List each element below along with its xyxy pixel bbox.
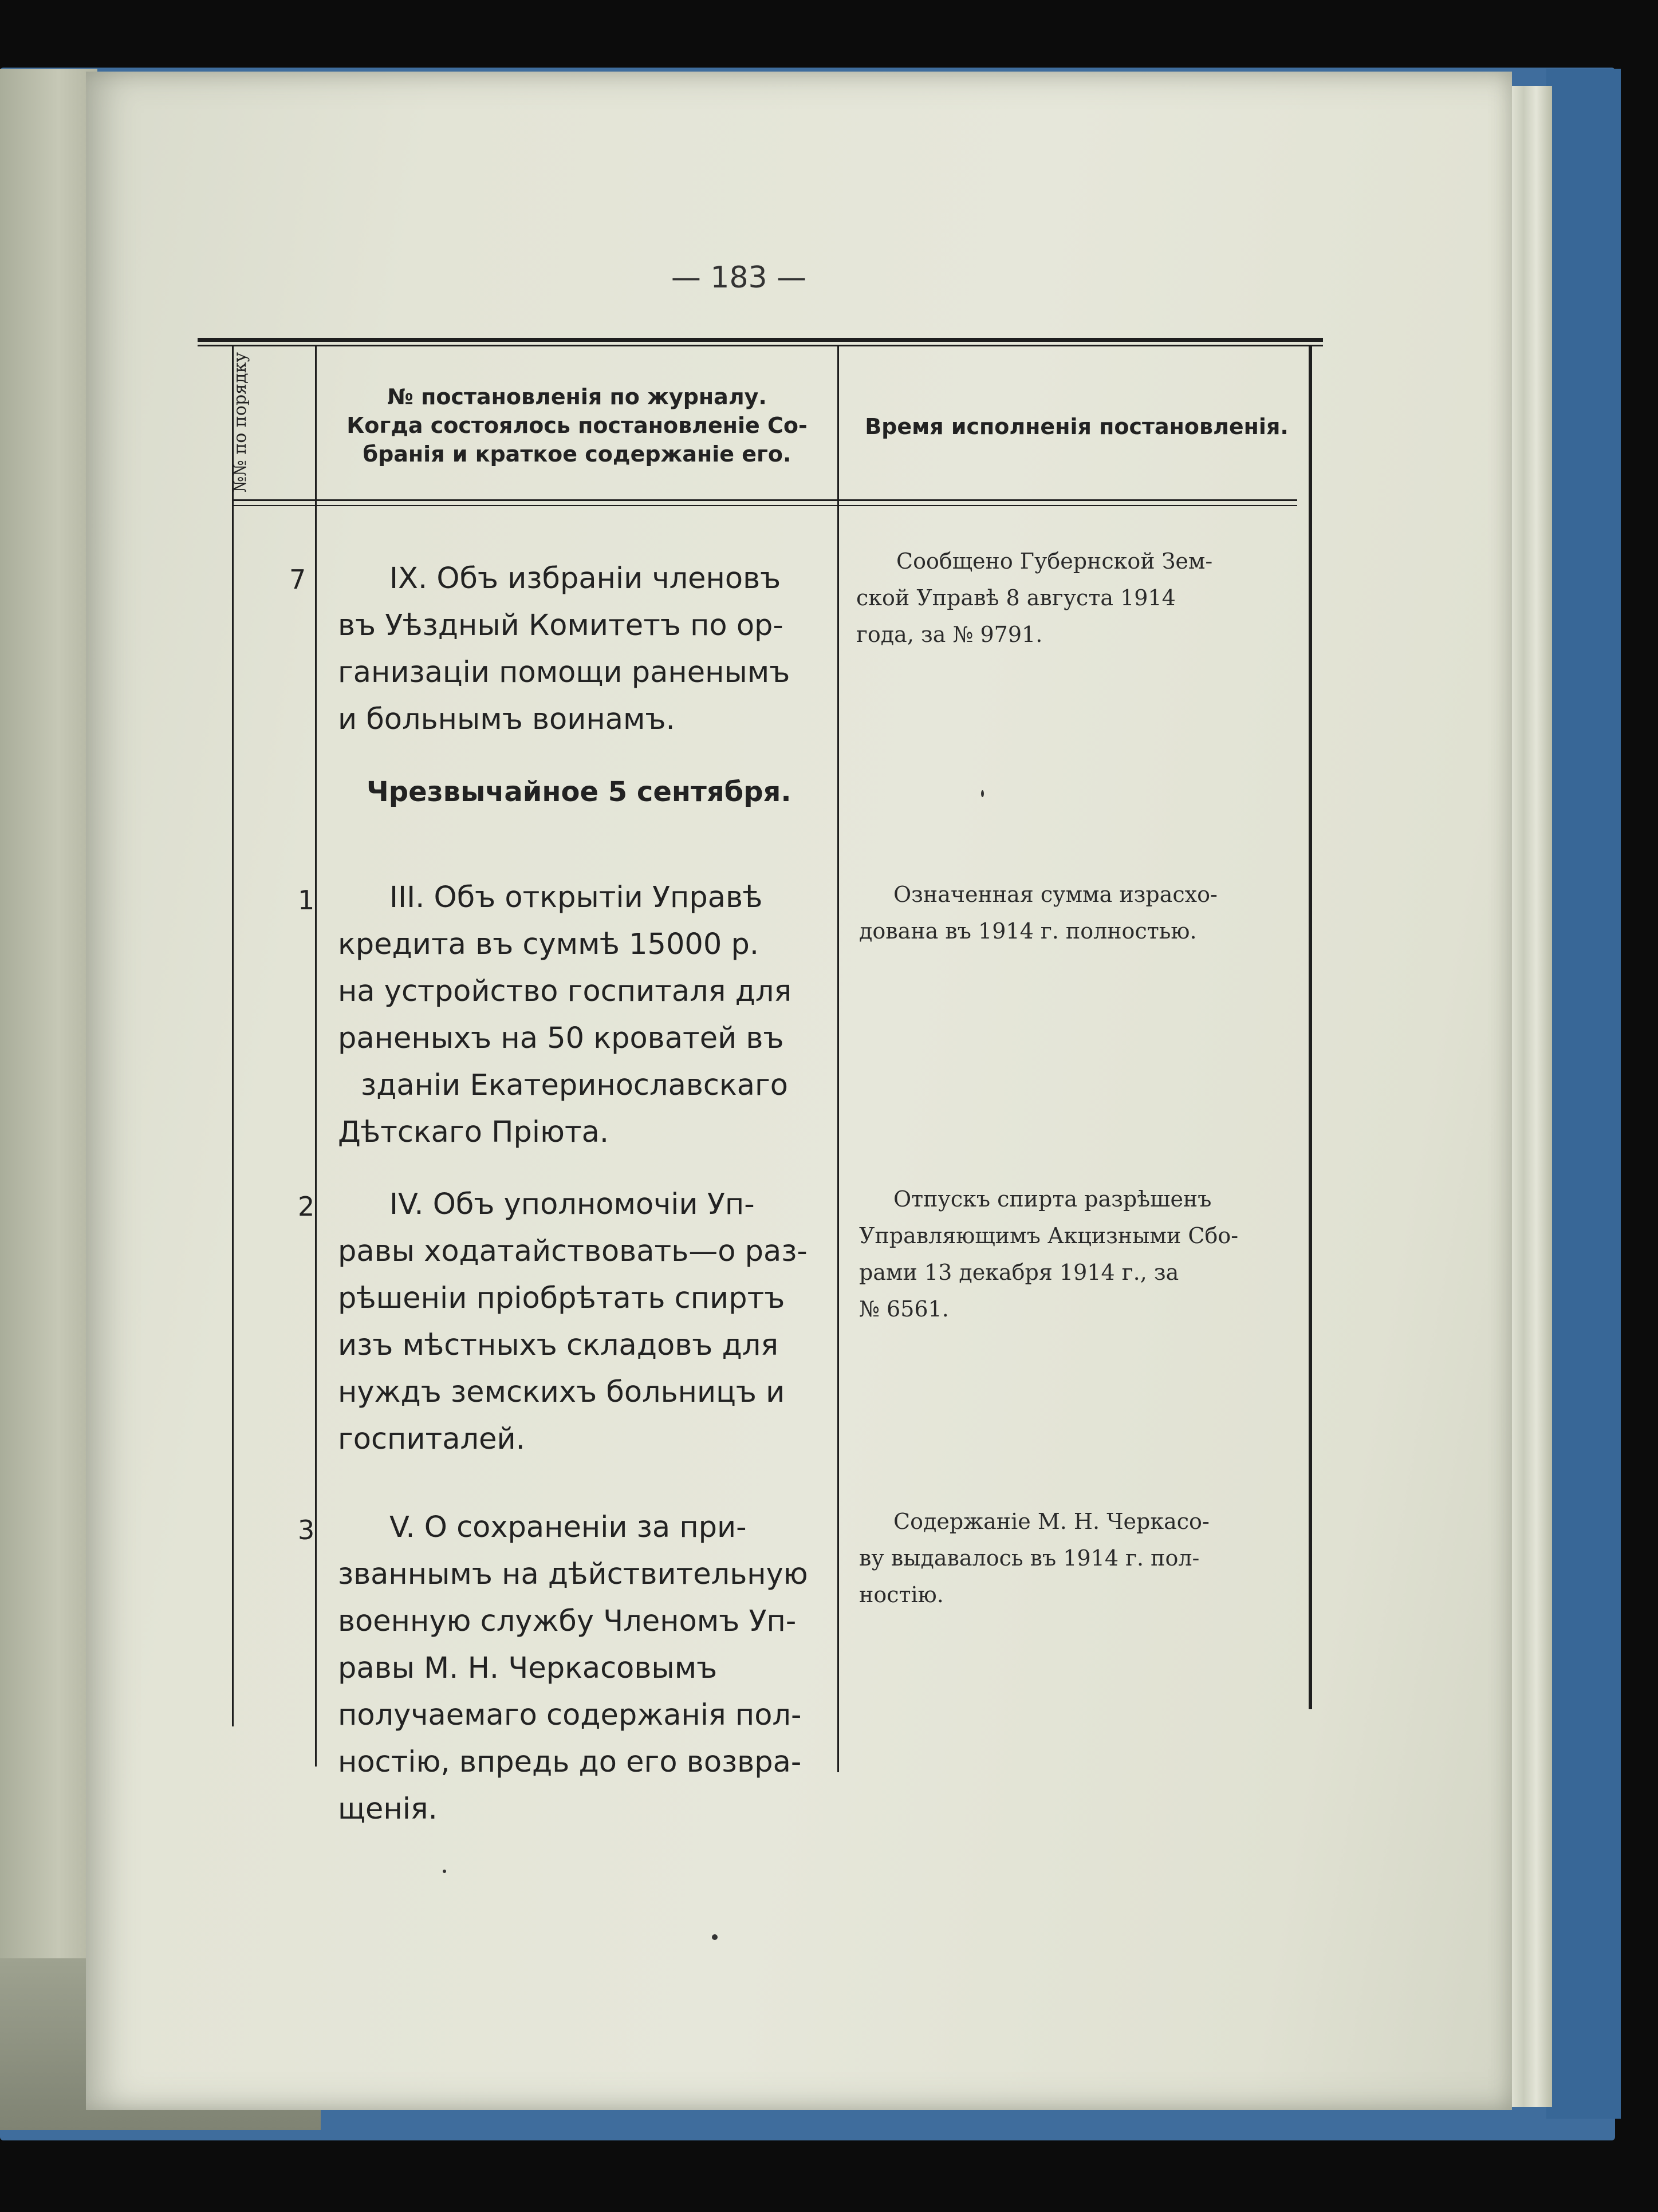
resolution-text	[338, 1181, 808, 1463]
resolution-text	[338, 874, 791, 1156]
resolution-line: рѣшеніи пріобрѣтать спиртъ	[338, 1282, 785, 1315]
resolution-line: получаемаго содержанія пол-	[338, 1698, 802, 1732]
column-divider-num	[315, 346, 317, 1767]
note-line: рами 13 декабря 1914 г., за	[859, 1260, 1179, 1285]
top-double-rule-thin	[198, 345, 1323, 346]
note-line: Содержаніе М. Н. Черкасо-	[893, 1509, 1210, 1534]
note-line: Отпускъ спирта разрѣшенъ	[893, 1186, 1212, 1212]
note-line: Означенная сумма израсхо-	[893, 882, 1218, 907]
header-row-number	[226, 352, 255, 492]
top-double-rule	[198, 338, 1323, 342]
resolution-line: военную службу Членомъ Уп-	[338, 1604, 797, 1638]
resolution-line: раненыхъ на 50 кроватей въ	[338, 1022, 784, 1055]
column-divider-left	[232, 346, 234, 1726]
note-line: № 6561.	[859, 1296, 949, 1322]
resolution-line: въ Уѣздный Комитетъ по ор-	[338, 609, 783, 642]
row-number: 7	[289, 564, 306, 595]
execution-note	[859, 876, 1218, 949]
header-resolution-line: Когда состоялось постановленіе Со-	[346, 413, 808, 438]
resolution-line: госпиталей.	[338, 1422, 525, 1456]
resolution-line: равы ходатайствовать—о раз-	[338, 1235, 808, 1268]
resolution-line: равы М. Н. Черкасовымъ	[338, 1651, 718, 1685]
resolution-line: зданіи Екатеринославскаго	[361, 1068, 788, 1102]
ink-speck	[981, 790, 984, 797]
resolution-line: на устройство госпиталя для	[338, 975, 792, 1008]
book-cover-edge	[1546, 69, 1621, 2119]
resolution-line: нуждъ земскихъ больницъ и	[338, 1375, 785, 1409]
note-line: дована въ 1914 г. полностью.	[859, 918, 1197, 944]
header-bottom-rule-thin	[232, 505, 1297, 506]
note-line: года, за № 9791.	[856, 622, 1043, 647]
resolution-line: Дѣтскаго Пріюта.	[338, 1115, 609, 1149]
column-divider-execution	[837, 346, 839, 1772]
header-row-number-label: №№ по порядку	[230, 352, 250, 492]
header-execution: Время исполненія постановленія.	[865, 414, 1289, 439]
resolution-line: III. Объ открытіи Управѣ	[389, 881, 763, 914]
resolution-line: V. О сохраненіи за при-	[389, 1511, 747, 1544]
column-divider-right	[1309, 346, 1312, 1709]
ink-speck	[712, 1934, 718, 1940]
resolution-line: ганизаціи помощи раненымъ	[338, 656, 790, 689]
row-number: 2	[298, 1191, 315, 1222]
resolution-line: и больнымъ воинамъ.	[338, 703, 675, 736]
section-heading: Чрезвычайное 5 сентября.	[367, 776, 791, 808]
header-resolution-line: бранія и краткое содержаніе его.	[363, 441, 791, 467]
resolution-line: ностію, впредь до его возвра-	[338, 1745, 802, 1779]
note-line: ской Управѣ 8 августа 1914	[856, 585, 1176, 610]
note-line: Сообщено Губернской Зем-	[896, 549, 1213, 574]
resolution-line: IX. Объ избраніи членовъ	[389, 562, 781, 596]
resolution-text	[338, 555, 790, 743]
resolution-line: щенія.	[338, 1792, 438, 1826]
note-line: Управляющимъ Акцизными Сбо-	[859, 1223, 1239, 1248]
header-bottom-rule	[232, 499, 1297, 501]
ink-speck	[443, 1870, 446, 1873]
header-resolution	[321, 383, 833, 468]
row-number: 3	[298, 1515, 315, 1545]
note-line: ву выдавалось въ 1914 г. пол-	[859, 1545, 1200, 1571]
execution-note	[859, 1503, 1210, 1613]
header-resolution-line: № постановленія по журналу.	[387, 384, 767, 409]
page-number: — 183 —	[671, 261, 807, 295]
left-facing-page	[0, 69, 97, 1958]
resolution-text	[338, 1504, 808, 1833]
resolution-line: кредита въ суммѣ 15000 р.	[338, 928, 759, 961]
row-number: 1	[298, 885, 315, 916]
resolution-line: IV. Объ уполномочіи Уп-	[389, 1188, 755, 1221]
note-line: ностію.	[859, 1582, 944, 1607]
resolution-line: изъ мѣстныхъ складовъ для	[338, 1328, 779, 1362]
resolution-line: званнымъ на дѣйствительную	[338, 1558, 808, 1591]
execution-note	[856, 543, 1212, 653]
execution-note	[859, 1181, 1238, 1327]
